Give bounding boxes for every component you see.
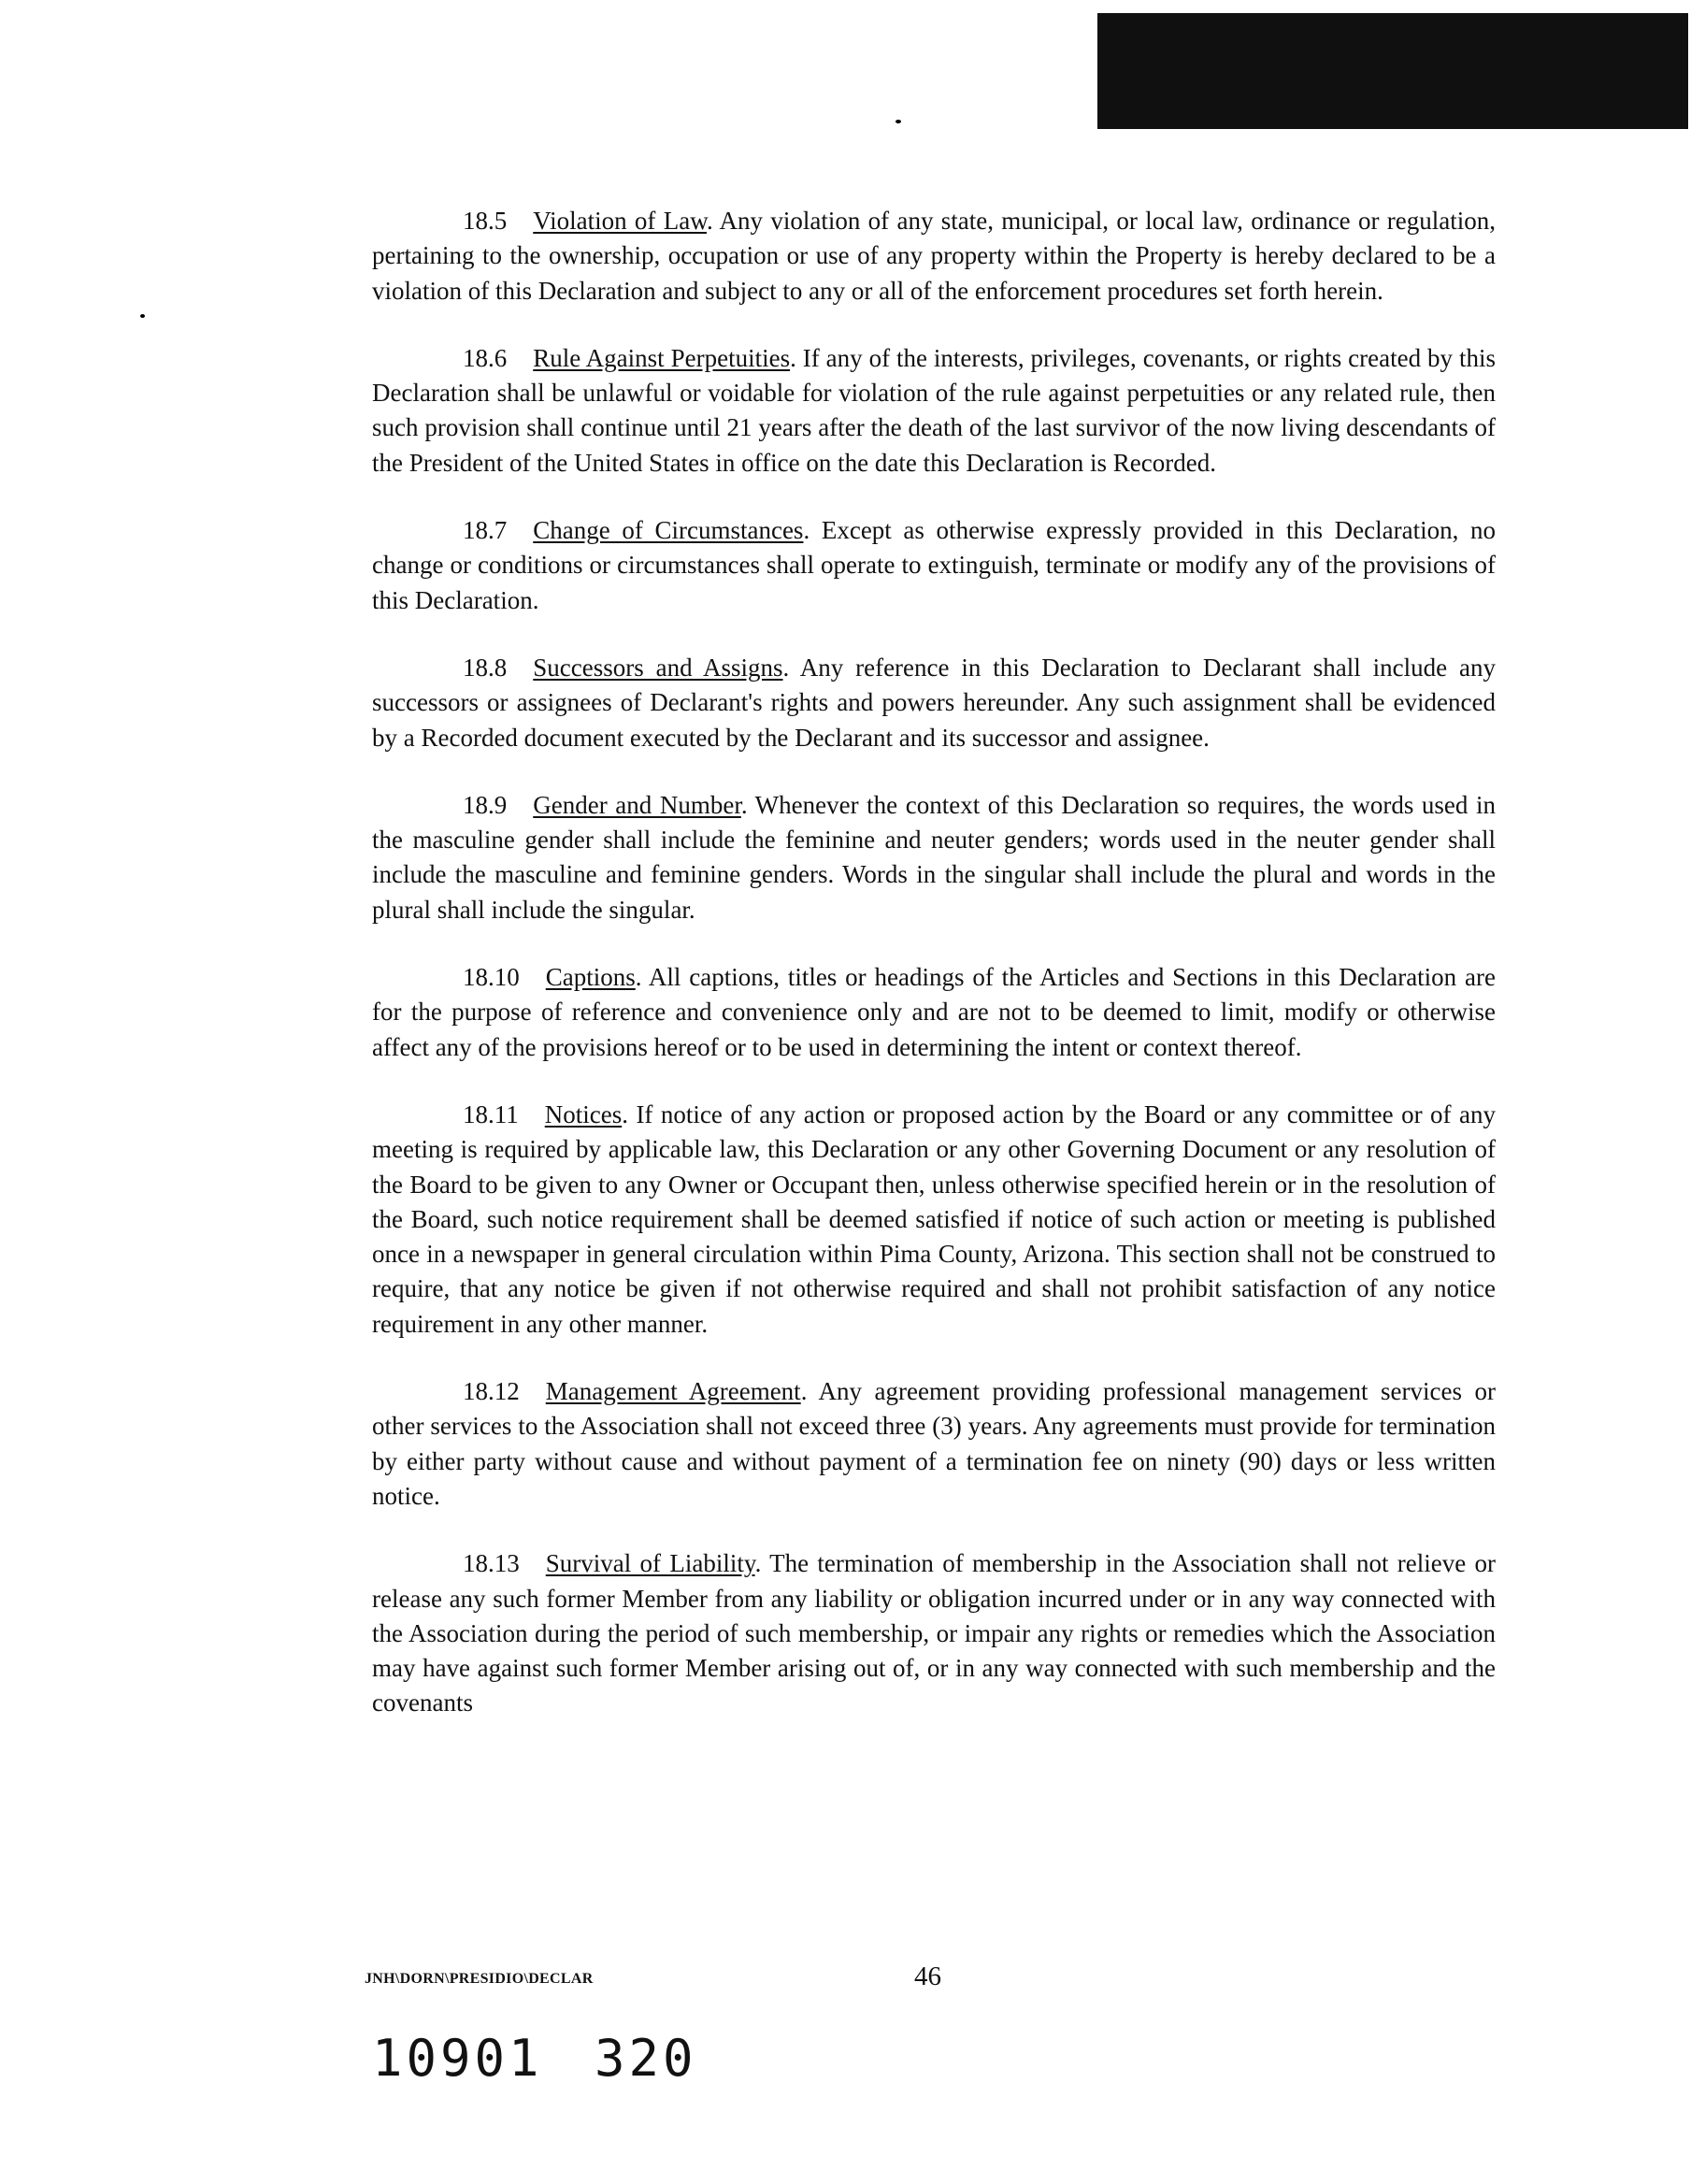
section-18-9 — [372, 788, 1496, 927]
scan-redaction-block — [1097, 13, 1688, 129]
page-number: 46 — [914, 1961, 941, 1991]
section-text: . If any of the interests, privileges, covenants, or rights created by this Declaration shall be unlawful or voidable for violation of the rule against perpetuities or any related rule, then such provision shall continue until 21 years after the death of the last survivor of the now living descendants of the President of the United States in office on the date this Declaration is Recorded. — [372, 343, 1496, 477]
section-heading: Management Agreement — [545, 1377, 801, 1406]
section-18-8 — [372, 651, 1496, 755]
section-text: . Any reference in this Declaration to Declarant shall include any successors or assignees of Declarant's rights and powers hereunder. Any such assignment shall be evidenced by a Recorded document executed by the Declarant and its successor and assignee. — [372, 653, 1496, 752]
section-text: . If notice of any action or proposed action by the Board or any committee or of any meeting is required by applicable law, this Declaration or any other Governing Document or any resolution of the Board to be given to any Owner or Occupant then, unless otherwise specified herein or in the resolution of the Board, such notice requirement shall be deemed satisfied if notice of such action or meeting is published once in a newspaper in general circulation within Pima County, Arizona. This section shall not be construed to require, that any notice be given if not otherwise required and shall not prohibit satisfaction of any notice requirement in any other manner. — [372, 1099, 1496, 1338]
section-18-11 — [372, 1098, 1496, 1342]
section-number: 18.12 — [463, 1377, 520, 1406]
section-18-6 — [372, 341, 1496, 481]
section-heading: Change of Circumstances — [533, 516, 804, 545]
recording-page-number: 320 — [595, 2029, 697, 2088]
section-18-7 — [372, 513, 1496, 618]
section-heading: Violation of Law — [533, 207, 707, 235]
section-number: 18.9 — [463, 790, 508, 819]
section-18-5 — [372, 204, 1496, 309]
section-18-13 — [372, 1546, 1496, 1720]
section-text: . Except as otherwise expressly provided in this Declaration, no change or conditions or circumstances shall operate to extinguish, terminate or modify any of the provisions of this Declaration. — [372, 516, 1496, 614]
section-number: 18.11 — [463, 1099, 519, 1128]
section-text: . All captions, titles or headings of the Articles and Sections in this Declaration are for the purpose of reference and convenience only and are not to be deemed to limit, modify or otherwise affect any of the provisions hereof or to be used in determining the intent or context thereof. — [372, 963, 1496, 1061]
section-text: . Any agreement providing professional management services or other services to the Association shall not exceed three (3) years. Any agreements must provide for termination by either party without cause and without payment of a termination fee on ninety (90) days or less written notice. — [372, 1377, 1496, 1510]
section-number: 18.5 — [463, 207, 508, 235]
section-heading: Captions — [545, 963, 636, 992]
section-text: . Any violation of any state, municipal, or local law, ordinance or regulation, pertaining to the ownership, occupation or use of any property within the Property is hereby declared to be a violation of this Declaration and subject to any or all of the enforcement procedures set forth herein. — [372, 207, 1496, 305]
scan-speck — [140, 314, 145, 318]
footer-file-path: JNH\DORN\PRESIDIO\DECLAR — [365, 1971, 594, 1987]
section-18-12 — [372, 1374, 1496, 1514]
section-18-10 — [372, 960, 1496, 1065]
section-text: . The termination of membership in the Association shall not relieve or release any such former Member from any liability or obligation incurred under or in any way connected with the Association during the period of such membership, or impair any rights or remedies which the Association may have against such former Member arising out of, or in any way connected with such membership and the covenants — [372, 1549, 1496, 1717]
section-heading: Successors and Assigns — [533, 653, 783, 682]
scan-speck — [895, 120, 901, 123]
section-text: . Whenever the context of this Declaration so requires, the words used in the masculine gender shall include the feminine and neuter genders; words used in the neuter gender shall include the masculine and feminine genders. Words in the singular shall include the plural and words in the plural shall include the singular. — [372, 790, 1496, 924]
section-number: 18.13 — [463, 1549, 520, 1578]
section-heading: Notices — [544, 1099, 623, 1128]
section-number: 18.8 — [463, 653, 508, 682]
section-heading: Survival of Liability — [545, 1549, 755, 1578]
document-body — [372, 204, 1496, 1754]
section-heading: Rule Against Perpetuities — [533, 343, 791, 372]
section-number: 18.7 — [463, 516, 508, 545]
section-number: 18.6 — [463, 343, 508, 372]
recording-docket-number: 10901 — [372, 2029, 543, 2088]
section-number: 18.10 — [463, 963, 520, 992]
section-heading: Gender and Number — [533, 790, 741, 819]
